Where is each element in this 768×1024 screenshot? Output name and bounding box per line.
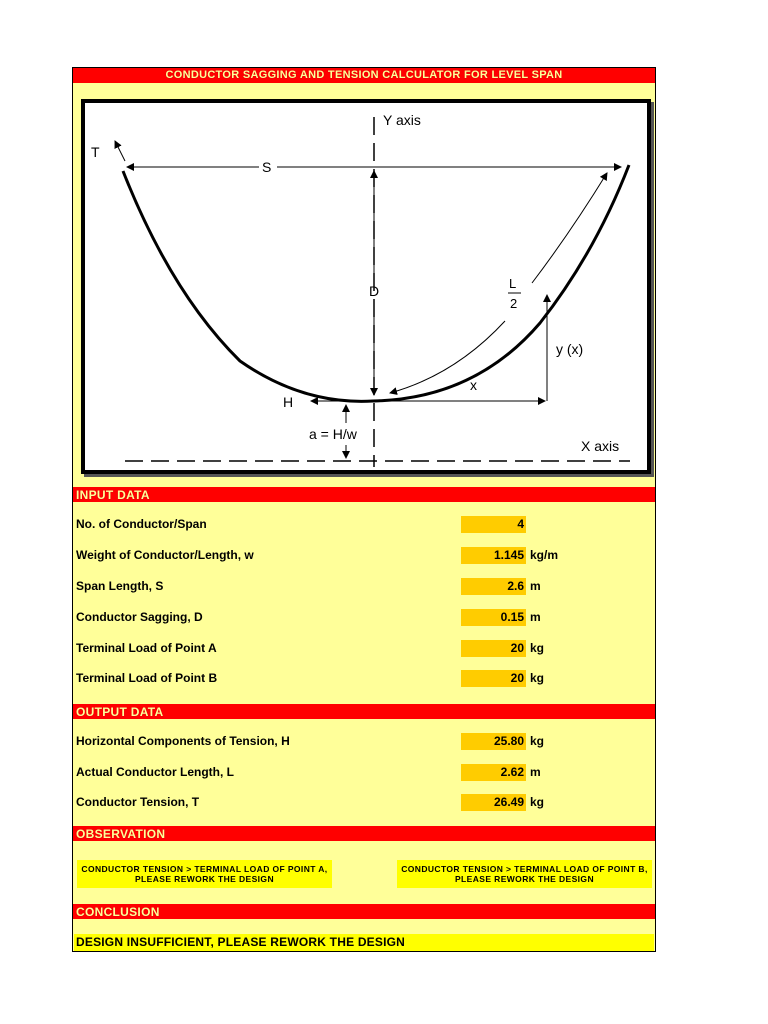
yx-label: y (x) [556,341,584,357]
d-label: D [369,283,380,299]
title-bar [73,68,655,83]
conclusion-text: DESIGN INSUFFICIENT, PLEASE REWORK THE DESIGN [74,934,654,951]
observation-a-line1: CONDUCTOR TENSION > TERMINAL LOAD OF POINT A, [81,864,328,874]
input-value-load-a[interactable]: 20 [461,640,526,657]
observation-point-a [77,860,332,888]
input-unit-weight: kg/m [530,548,559,562]
tension-arrow [115,141,125,161]
input-value-conductors[interactable]: 4 [461,516,526,533]
l-label: L [509,276,517,291]
length-arrow [532,173,607,283]
output-value-horizontal-tension: 25.80 [461,733,526,750]
output-data-header: OUTPUT DATA [73,704,655,719]
observation-b-line1: CONDUCTOR TENSION > TERMINAL LOAD OF POINT B, [401,864,648,874]
input-label-load-b: Terminal Load of Point B [76,671,218,685]
output-value-length: 2.62 [461,764,526,781]
page-title: CONDUCTOR SAGGING AND TENSION CALCULATOR FOR LEVEL SPAN [165,69,563,81]
y-axis-label: Y axis [383,112,421,128]
input-unit-sagging: m [530,610,541,624]
output-label-horizontal-tension: Horizontal Components of Tension, H [76,734,290,748]
output-unit-horizontal-tension: kg [530,734,545,748]
calculator-sheet [72,67,656,952]
input-unit-load-a: kg [530,641,545,655]
input-value-sagging[interactable]: 0.15 [461,609,526,626]
output-value-tension: 26.49 [461,794,526,811]
h-label: H [283,394,294,410]
output-label-length: Actual Conductor Length, L [76,765,234,779]
input-value-weight[interactable]: 1.145 [461,547,526,564]
input-value-load-b[interactable]: 20 [461,670,526,687]
output-unit-length: m [530,765,541,779]
input-unit-span: m [530,579,541,593]
a-label: a = H/w [309,426,357,442]
observation-a-line2: PLEASE REWORK THE DESIGN [134,874,274,884]
input-value-span[interactable]: 2.6 [461,578,526,595]
input-label-weight: Weight of Conductor/Length, w [76,548,254,562]
output-unit-tension: kg [530,795,545,809]
output-label-tension: Conductor Tension, T [76,795,200,809]
x-label: x [470,377,477,393]
input-label-load-a: Terminal Load of Point A [76,641,217,655]
two-label: 2 [510,296,518,311]
input-unit-load-b: kg [530,671,545,685]
observation-header: OBSERVATION [73,826,655,841]
s-label: S [262,159,272,175]
observation-point-b [397,860,652,888]
catenary-diagram [81,99,651,474]
t-label: T [91,144,100,160]
x-axis-label: X axis [581,438,620,454]
observation-b-line2: PLEASE REWORK THE DESIGN [454,874,594,884]
conclusion-header: CONCLUSION [73,904,655,919]
input-label-sagging: Conductor Sagging, D [76,610,203,624]
input-data-header: INPUT DATA [73,487,655,502]
input-label-conductors: No. of Conductor/Span [76,517,207,531]
input-label-span: Span Length, S [76,579,164,593]
diagram-svg [85,103,647,470]
